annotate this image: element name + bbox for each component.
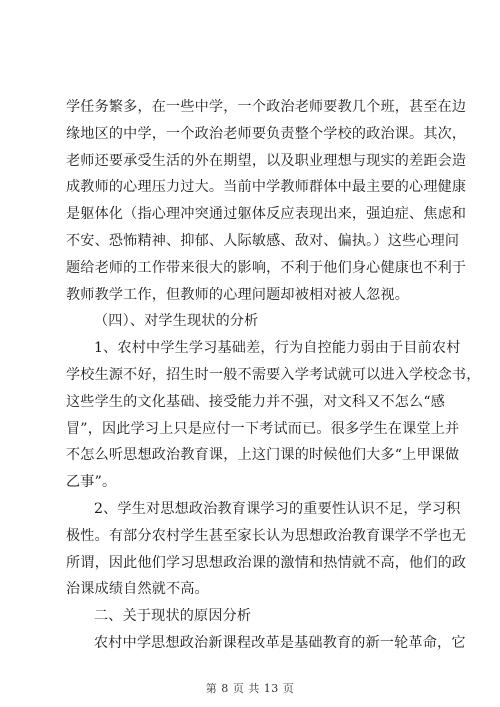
text-line: 老师还要承受生活的外在期望，以及职业理想与现实的差距会造 [66, 152, 467, 169]
page-footer: 第 8 页 共 13 页 [205, 682, 295, 695]
text-line: 所谓，因此他们学习思想政治课的激情和热情就不高，他们的政 [66, 554, 467, 571]
text-line: 极性。有部分农村学生甚至家长认为思想政治教育课学不学也无 [66, 527, 467, 544]
section-heading: （四）、对学生现状的分析 [94, 313, 259, 330]
text-line: 是躯体化（指心理冲突通过躯体反应表现出来，强迫症、焦虑和 [66, 206, 467, 223]
document-body [66, 94, 481, 657]
text-line: 学任务繁多，在一些中学，一个政治老师要教几个班，甚至在边 [66, 99, 467, 115]
text-line: 不安、恐怖精神、抑郁、人际敏感、敌对、偏执。）这些心理问 [66, 232, 460, 249]
text-line: 缘地区的中学，一个政治老师要负责整个学校的政治课。其次， [66, 125, 467, 142]
text-line: 冒”，因此学习上只是应付一下考试而已。很多学生在课堂上并 [66, 420, 460, 437]
text-line: 治课成绩自然就不高。 [66, 581, 209, 598]
text-line: 这些学生的文化基础、接受能力并不强，对文科又不怎么“感 [66, 393, 446, 410]
text-line: 学校生源不好，招生时一般不需要入学考试就可以进入学校念书， [66, 366, 481, 383]
text-line: 农村中学思想政治新课程改革是基础教育的新一轮革命，它 [94, 634, 466, 651]
text-line: 不怎么听思想政治教育课，上这门课的时候他们大多“上甲课做 [66, 447, 460, 464]
section-heading: 二、关于现状的原因分析 [94, 608, 252, 625]
text-line: 题给老师的工作带来很大的影响，不利于他们身心健康也不利于 [66, 259, 467, 276]
text-line: 2、学生对思想政治教育课学习的重要性认识不足，学习积 [94, 500, 461, 517]
text-line: 乙事”。 [66, 474, 117, 491]
text-line: 教师教学工作，但教师的心理问题却被相对被人忽视。 [66, 286, 410, 303]
text-line: 成教师的心理压力过大。当前中学教师群体中最主要的心理健康 [66, 179, 467, 196]
text-line: 1、农村中学生学习基础差，行为自控能力弱由于目前农村 [94, 340, 461, 357]
